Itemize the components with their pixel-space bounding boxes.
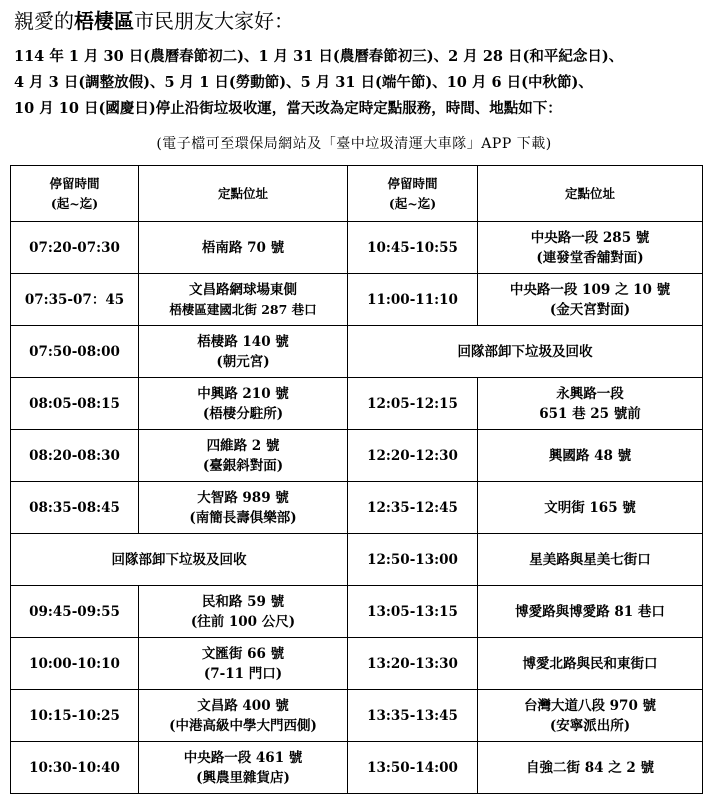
table-row — [11, 534, 703, 586]
stop-time: 12:50-13:00 — [348, 534, 478, 586]
table-row — [11, 430, 703, 482]
time-header-right: 停留時間 (起~迄) — [348, 166, 478, 222]
stop-time: 13:35-13:45 — [348, 690, 478, 742]
stop-location: 梧南路 70 號 — [139, 222, 348, 274]
stop-location: 博愛路與博愛路 81 巷口 — [478, 586, 703, 638]
table-row — [11, 586, 703, 638]
stop-location: 民和路 59 號 (往前 100 公尺) — [139, 586, 348, 638]
notice-line-1: 114 年 1 月 30 日(農曆春節初二)、1 月 31 日(農曆春節初三)、2 月 28 日(和平紀念日)、 — [14, 48, 624, 65]
stop-location: 自強二街 84 之 2 號 — [478, 742, 703, 794]
unload-break: 回隊部卸下垃圾及回收 — [11, 534, 348, 586]
download-note: (電子檔可至環保局網站及「臺中垃圾清運大車隊」APP 下載) — [156, 136, 552, 152]
stop-location: 興國路 48 號 — [478, 430, 703, 482]
stop-time: 09:45-09:55 — [11, 586, 139, 638]
stop-time: 08:35-08:45 — [11, 482, 139, 534]
stop-location: 中央路一段 285 號 (連發堂香舖對面) — [478, 222, 703, 274]
stop-time: 07:50-08:00 — [11, 326, 139, 378]
table-row — [11, 222, 703, 274]
notice-line-3: 10 月 10 日(國慶日)停止沿街垃圾收運，當天改為定時定點服務，時間、地點如下： — [14, 100, 562, 117]
stop-time: 07:20-07:30 — [11, 222, 139, 274]
location-header-left: 定點位址 — [139, 166, 348, 222]
table-row — [11, 326, 703, 378]
stop-location: 大智路 989 號 (南簡長壽俱樂部) — [139, 482, 348, 534]
stop-time: 07:35-07：45 — [11, 274, 139, 326]
table-row — [11, 378, 703, 430]
unload-break: 回隊部卸下垃圾及回收 — [348, 326, 703, 378]
greeting — [14, 6, 294, 36]
stop-location: 中央路一段 109 之 10 號 (金天宮對面) — [478, 274, 703, 326]
table-row — [11, 482, 703, 534]
stop-time: 12:05-12:15 — [348, 378, 478, 430]
stop-time: 13:50-14:00 — [348, 742, 478, 794]
stop-time: 08:20-08:30 — [11, 430, 139, 482]
schedule-table — [10, 165, 703, 794]
schedule-header-row — [11, 166, 703, 222]
stop-location: 文昌路 400 號 (中港高級中學大門西側) — [139, 690, 348, 742]
stop-location: 梧棲路 140 號 (朝元宮) — [139, 326, 348, 378]
stop-time: 11:00-11:10 — [348, 274, 478, 326]
stop-time: 12:35-12:45 — [348, 482, 478, 534]
greeting-prefix: 親愛的 — [14, 9, 74, 33]
stop-time: 10:45-10:55 — [348, 222, 478, 274]
stop-location: 中央路一段 461 號 (興農里雜貨店) — [139, 742, 348, 794]
stop-location: 文昌路網球場東側 梧棲區建國北街 287 巷口 — [139, 274, 348, 326]
table-row — [11, 742, 703, 794]
stop-time: 10:00-10:10 — [11, 638, 139, 690]
table-row — [11, 274, 703, 326]
stop-location: 四維路 2 號 (臺銀斜對面) — [139, 430, 348, 482]
stop-location: 文明街 165 號 — [478, 482, 703, 534]
stop-time: 13:20-13:30 — [348, 638, 478, 690]
notice-line-2: 4 月 3 日(調整放假)、5 月 1 日(勞動節)、5 月 31 日(端午節)、10 月 6 日(中秋節)、 — [14, 74, 593, 91]
stop-location: 文匯街 66 號 (7-11 門口) — [139, 638, 348, 690]
greeting-suffix: 市民朋友大家好： — [134, 9, 294, 33]
time-header-left: 停留時間 (起~迄) — [11, 166, 139, 222]
stop-time: 10:30-10:40 — [11, 742, 139, 794]
stop-time: 08:05-08:15 — [11, 378, 139, 430]
stop-location: 中興路 210 號 (梧棲分駐所) — [139, 378, 348, 430]
location-header-right: 定點位址 — [478, 166, 703, 222]
stop-location: 星美路與星美七街口 — [478, 534, 703, 586]
table-row — [11, 690, 703, 742]
greeting-district: 梧棲區 — [74, 9, 134, 33]
stop-time: 12:20-12:30 — [348, 430, 478, 482]
stop-time: 10:15-10:25 — [11, 690, 139, 742]
stop-location: 博愛北路與民和東街口 — [478, 638, 703, 690]
stop-location: 台灣大道八段 970 號 (安寧派出所) — [478, 690, 703, 742]
stop-time: 13:05-13:15 — [348, 586, 478, 638]
table-row — [11, 638, 703, 690]
notice-paragraph — [14, 44, 704, 122]
stop-location: 永興路一段 651 巷 25 號前 — [478, 378, 703, 430]
